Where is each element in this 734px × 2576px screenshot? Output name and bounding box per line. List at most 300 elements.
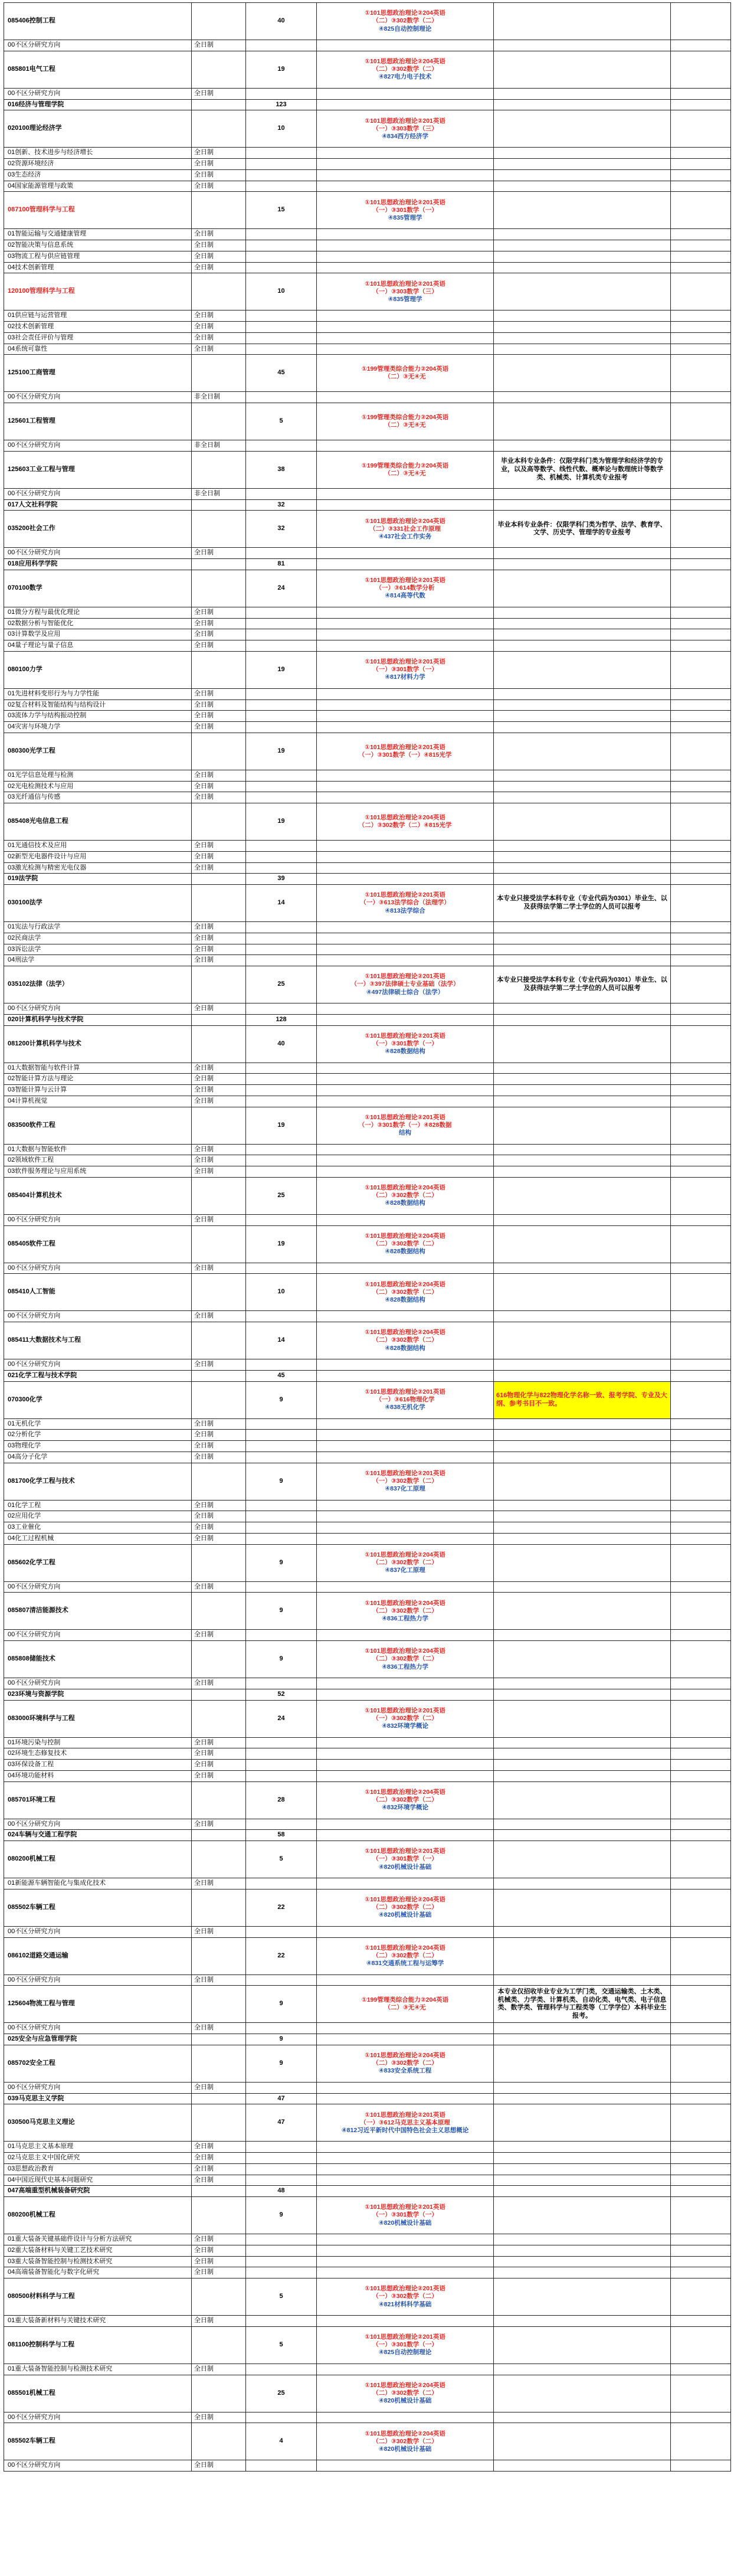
- exam-subjects-cell: [317, 1274, 494, 1311]
- name-cell: 00不区分研究方向: [4, 392, 192, 403]
- extra-cell: [671, 1737, 731, 1748]
- study-type-cell: 全日制: [192, 722, 246, 733]
- exam-subjects-cell: [317, 1511, 494, 1522]
- extra-cell: [671, 229, 731, 240]
- extra-cell: [671, 355, 731, 392]
- name-cell: 00不区分研究方向: [4, 2460, 192, 2472]
- study-type-cell: 全日制: [192, 322, 246, 333]
- name-cell: 125604物流工程与管理: [4, 1986, 192, 2023]
- study-type-cell: [192, 51, 246, 88]
- quota-cell: [246, 851, 317, 862]
- study-type-cell: [192, 99, 246, 110]
- exam-line: ①101思想政治理论②204英语: [365, 813, 445, 821]
- remarks-cell: [494, 1263, 671, 1274]
- extra-cell: [671, 2082, 731, 2093]
- exam-subjects-cell: [317, 148, 494, 159]
- direction-row: [4, 169, 731, 181]
- extra-cell: [671, 1003, 731, 1015]
- study-type-cell: 全日制: [192, 88, 246, 99]
- quota-cell: [246, 169, 317, 181]
- remarks-cell: [494, 40, 671, 51]
- name-cell: 02环境生态修复技术: [4, 1748, 192, 1760]
- study-type-cell: [192, 451, 246, 488]
- remarks-cell: [494, 711, 671, 722]
- exam-line: （二）③无④无: [384, 469, 426, 477]
- quota-cell: [246, 1311, 317, 1322]
- direction-row: [4, 2082, 731, 2093]
- extra-cell: [671, 2142, 731, 2153]
- quota-cell: 40: [246, 3, 317, 40]
- major-row: [4, 1544, 731, 1581]
- name-cell: 023环境与资源学院: [4, 1689, 192, 1700]
- study-type-cell: [192, 1014, 246, 1025]
- exam-subjects-cell: [317, 1025, 494, 1063]
- name-cell: 02领域软件工程: [4, 1155, 192, 1166]
- extra-cell: [671, 1263, 731, 1274]
- extra-cell: [671, 159, 731, 170]
- exam-subjects-cell: [317, 1177, 494, 1214]
- major-row: [4, 1177, 731, 1214]
- direction-row: [4, 640, 731, 652]
- quota-cell: [246, 322, 317, 333]
- name-cell: 085807清洁能源技术: [4, 1593, 192, 1630]
- quota-cell: 19: [246, 803, 317, 841]
- exam-subjects-cell: [317, 511, 494, 548]
- direction-row: [4, 699, 731, 711]
- study-type-cell: [192, 110, 246, 148]
- remarks-cell: [494, 770, 671, 781]
- name-cell: 00不区分研究方向: [4, 1003, 192, 1015]
- remarks-cell: [494, 440, 671, 452]
- quota-cell: [246, 332, 317, 344]
- study-type-cell: 全日制: [192, 1819, 246, 1830]
- extra-cell: [671, 1144, 731, 1155]
- extra-cell: [671, 1225, 731, 1263]
- exam-line: （二）③302数学（二）: [372, 1607, 438, 1614]
- direction-row: [4, 2234, 731, 2245]
- direction-row: [4, 1063, 731, 1074]
- exam-subjects-cell: [317, 2363, 494, 2375]
- direction-row: [4, 618, 731, 629]
- study-type-cell: [192, 1641, 246, 1678]
- exam-subjects-cell: [317, 99, 494, 110]
- exam-subjects-cell: [317, 559, 494, 570]
- study-type-cell: 全日制: [192, 2267, 246, 2278]
- extra-cell: [671, 262, 731, 273]
- exam-subjects-cell: [317, 51, 494, 88]
- quota-cell: 14: [246, 1322, 317, 1359]
- quota-cell: 25: [246, 2375, 317, 2412]
- quota-cell: 15: [246, 192, 317, 229]
- remarks-cell: [494, 2197, 671, 2234]
- remarks-cell: [494, 1441, 671, 1452]
- name-cell: 00不区分研究方向: [4, 548, 192, 559]
- exam-line: ①101思想政治理论②201英语: [365, 2111, 445, 2119]
- study-type-cell: 全日制: [192, 548, 246, 559]
- exam-subjects-cell: [317, 1937, 494, 1975]
- quota-cell: [246, 2316, 317, 2327]
- study-type-cell: 全日制: [192, 1500, 246, 1511]
- exam-line: （二）③302数学（二）: [372, 1336, 438, 1344]
- exam-line: （一）③303数学（三）: [372, 287, 438, 295]
- remarks-cell: [494, 392, 671, 403]
- remarks-cell: [494, 192, 671, 229]
- quota-cell: [246, 392, 317, 403]
- quota-cell: [246, 1511, 317, 1522]
- exam-subjects-cell: [317, 1678, 494, 1689]
- extra-cell: [671, 862, 731, 874]
- exam-line: （一）③397法律硕士专业基础（法学）: [350, 980, 460, 988]
- exam-subjects-cell: [317, 1689, 494, 1700]
- exam-subjects-cell: [317, 2034, 494, 2045]
- remarks-cell: [494, 1641, 671, 1678]
- quota-cell: [246, 1166, 317, 1178]
- extra-cell: [671, 148, 731, 159]
- remarks-cell: [494, 607, 671, 618]
- study-type-cell: 全日制: [192, 2153, 246, 2164]
- major-row: [4, 451, 731, 488]
- extra-cell: [671, 955, 731, 966]
- college-row: [4, 499, 731, 511]
- exam-line: ①101思想政治理论②201英语: [365, 577, 445, 584]
- direction-row: [4, 1311, 731, 1322]
- remarks-cell: [494, 1819, 671, 1830]
- exam-line: （一）③301数学（一）④815光学: [358, 751, 452, 759]
- direction-row: [4, 1737, 731, 1748]
- extra-cell: [671, 699, 731, 711]
- name-cell: 085602化学工程: [4, 1544, 192, 1581]
- exam-subjects-cell: [317, 110, 494, 148]
- exam-line: （一）③302数学（二）: [372, 1714, 438, 1722]
- major-row: [4, 1593, 731, 1630]
- study-type-cell: 全日制: [192, 1096, 246, 1107]
- exam-subjects-cell: [317, 403, 494, 440]
- direction-row: [4, 40, 731, 51]
- study-type-cell: [192, 1381, 246, 1418]
- direction-row: [4, 1926, 731, 1937]
- quota-cell: 25: [246, 1177, 317, 1214]
- exam-subjects-cell: [317, 451, 494, 488]
- study-type-cell: 全日制: [192, 251, 246, 262]
- name-cell: 086102道路交通运输: [4, 1937, 192, 1975]
- exam-subjects-cell: [317, 2082, 494, 2093]
- remarks-cell: [494, 803, 671, 841]
- quota-cell: [246, 2412, 317, 2423]
- remarks-cell: [494, 1581, 671, 1593]
- quota-cell: 22: [246, 1889, 317, 1926]
- quota-cell: [246, 1581, 317, 1593]
- quota-cell: 4: [246, 2423, 317, 2460]
- exam-subjects-cell: [317, 169, 494, 181]
- remarks-cell: [494, 874, 671, 885]
- study-type-cell: 非全日制: [192, 440, 246, 452]
- major-row: [4, 885, 731, 922]
- name-cell: 085405软件工程: [4, 1225, 192, 1263]
- name-cell: 02应用化学: [4, 1511, 192, 1522]
- study-type-cell: 全日制: [192, 955, 246, 966]
- direction-row: [4, 488, 731, 499]
- remarks-cell: [494, 332, 671, 344]
- exam-subjects-cell: [317, 1166, 494, 1178]
- exam-line: （二）③302数学（二）: [372, 1951, 438, 1959]
- extra-cell: [671, 1748, 731, 1760]
- name-cell: 04国家能源管理与政策: [4, 181, 192, 192]
- exam-line: （二）③302数学（二）: [372, 2437, 438, 2445]
- name-cell: 03激光检测与精密光电仪器: [4, 862, 192, 874]
- major-row: [4, 403, 731, 440]
- college-row: [4, 2034, 731, 2045]
- study-type-cell: [192, 1322, 246, 1359]
- name-cell: 02智能计算方法与理论: [4, 1074, 192, 1085]
- extra-cell: [671, 322, 731, 333]
- direction-row: [4, 2163, 731, 2175]
- direction-row: [4, 2175, 731, 2186]
- remarks-cell: [494, 1770, 671, 1781]
- quota-cell: [246, 440, 317, 452]
- exam-subjects-cell: [317, 88, 494, 99]
- exam-subjects-cell: [317, 2316, 494, 2327]
- remarks-cell: [494, 851, 671, 862]
- quota-cell: [246, 251, 317, 262]
- remarks-cell: [494, 559, 671, 570]
- exam-subjects-cell: [317, 1359, 494, 1371]
- exam-line: ④837化工原理: [385, 1567, 425, 1574]
- name-cell: 02分析化学: [4, 1430, 192, 1441]
- exam-line: ①101思想政治理论②201英语: [365, 2285, 445, 2293]
- exam-line: ①101思想政治理论②201英语: [365, 1032, 445, 1039]
- major-row: [4, 1225, 731, 1263]
- extra-cell: [671, 110, 731, 148]
- study-type-cell: 全日制: [192, 1155, 246, 1166]
- remarks-cell: [494, 229, 671, 240]
- exam-subjects-cell: [317, 841, 494, 852]
- remarks-cell: [494, 1452, 671, 1463]
- name-cell: 04量子理论与量子信息: [4, 640, 192, 652]
- extra-cell: [671, 1986, 731, 2023]
- study-type-cell: 全日制: [192, 781, 246, 792]
- name-cell: 039马克思主义学院: [4, 2093, 192, 2104]
- remarks-cell: [494, 1463, 671, 1500]
- major-row: [4, 2326, 731, 2363]
- name-cell: 025安全与应急管理学院: [4, 2034, 192, 2045]
- study-type-cell: 全日制: [192, 922, 246, 933]
- exam-subjects-cell: [317, 922, 494, 933]
- extra-cell: [671, 2363, 731, 2375]
- extra-cell: [671, 99, 731, 110]
- name-cell: 01大数据智能与软件计算: [4, 1063, 192, 1074]
- name-cell: 00不区分研究方向: [4, 1975, 192, 1986]
- name-cell: 00不区分研究方向: [4, 2023, 192, 2034]
- exam-line: 结构: [399, 1129, 411, 1137]
- exam-line: ①101思想政治理论②204英语: [365, 1280, 445, 1288]
- exam-subjects-cell: [317, 1700, 494, 1737]
- direction-row: [4, 1263, 731, 1274]
- extra-cell: [671, 933, 731, 944]
- remarks-cell: [494, 1085, 671, 1096]
- extra-cell: [671, 3, 731, 40]
- quota-cell: [246, 2234, 317, 2245]
- study-type-cell: 全日制: [192, 332, 246, 344]
- name-cell: 01化学工程: [4, 1500, 192, 1511]
- exam-subjects-cell: [317, 310, 494, 322]
- name-cell: 018应用科学学院: [4, 559, 192, 570]
- extra-cell: [671, 1370, 731, 1381]
- exam-subjects-cell: [317, 722, 494, 733]
- exam-line: ④437社会工作实务: [378, 532, 432, 540]
- name-cell: 04高分子化学: [4, 1452, 192, 1463]
- quota-cell: [246, 310, 317, 322]
- quota-cell: [246, 711, 317, 722]
- exam-line: ④820机械设计基础: [378, 2397, 432, 2405]
- study-type-cell: [192, 2104, 246, 2142]
- name-cell: 020100理论经济学: [4, 110, 192, 148]
- exam-subjects-cell: [317, 1975, 494, 1986]
- direction-row: [4, 1003, 731, 1015]
- extra-cell: [671, 1025, 731, 1063]
- direction-row: [4, 1748, 731, 1760]
- extra-cell: [671, 1678, 731, 1689]
- exam-line: （一）③301数学（一）: [372, 1855, 438, 1863]
- quota-cell: [246, 2460, 317, 2472]
- direction-row: [4, 240, 731, 251]
- major-row: [4, 51, 731, 88]
- direction-row: [4, 792, 731, 803]
- exam-subjects-cell: [317, 1770, 494, 1781]
- quota-cell: [246, 1085, 317, 1096]
- name-cell: 085408光电信息工程: [4, 803, 192, 841]
- name-cell: 00不区分研究方向: [4, 488, 192, 499]
- remarks-cell: [494, 488, 671, 499]
- exam-subjects-cell: [317, 1986, 494, 2023]
- major-row: [4, 1463, 731, 1500]
- remarks-cell: [494, 1630, 671, 1641]
- exam-subjects-cell: [317, 1533, 494, 1544]
- name-cell: 01宪法与行政法学: [4, 922, 192, 933]
- remarks-cell: [494, 1522, 671, 1534]
- exam-subjects-cell: [317, 966, 494, 1003]
- major-row: [4, 1274, 731, 1311]
- direction-row: [4, 629, 731, 640]
- extra-cell: [671, 966, 731, 1003]
- study-type-cell: 全日制: [192, 2142, 246, 2153]
- exam-subjects-cell: [317, 607, 494, 618]
- extra-cell: [671, 51, 731, 88]
- study-type-cell: 全日制: [192, 229, 246, 240]
- remarks-cell: [494, 2234, 671, 2245]
- exam-line: ④833安全系统工程: [378, 2067, 432, 2075]
- exam-line: ①101思想政治理论②201英语: [365, 198, 445, 206]
- exam-subjects-cell: [317, 781, 494, 792]
- remarks-cell: [494, 570, 671, 607]
- name-cell: 080300光学工程: [4, 733, 192, 770]
- name-cell: 00不区分研究方向: [4, 1581, 192, 1593]
- name-cell: 020计算机科学与技术学院: [4, 1014, 192, 1025]
- study-type-cell: [192, 2034, 246, 2045]
- exam-line: ①101思想政治理论②201英语: [365, 117, 445, 125]
- remarks-cell: [494, 1748, 671, 1760]
- name-cell: 080100力学: [4, 651, 192, 688]
- remarks-cell: [494, 618, 671, 629]
- direction-row: [4, 862, 731, 874]
- exam-line: ①101思想政治理论②204英语: [365, 1944, 445, 1951]
- extra-cell: [671, 1819, 731, 1830]
- study-type-cell: [192, 1225, 246, 1263]
- extra-cell: [671, 440, 731, 452]
- name-cell: 021化学工程与技术学院: [4, 1370, 192, 1381]
- exam-line: ④834西方经济学: [382, 132, 428, 140]
- quota-cell: [246, 1500, 317, 1511]
- name-cell: 02资源环境经济: [4, 159, 192, 170]
- study-type-cell: [192, 2423, 246, 2460]
- direction-row: [4, 159, 731, 170]
- name-cell: 047高端重型机械装备研究院: [4, 2186, 192, 2197]
- remarks-cell: [494, 2245, 671, 2256]
- direction-row: [4, 1430, 731, 1441]
- exam-subjects-cell: [317, 733, 494, 770]
- study-type-cell: 全日制: [192, 1878, 246, 1889]
- extra-cell: [671, 1463, 731, 1500]
- quota-cell: 38: [246, 451, 317, 488]
- quota-cell: [246, 770, 317, 781]
- extra-cell: [671, 1074, 731, 1085]
- name-cell: 085502车辆工程: [4, 2423, 192, 2460]
- name-cell: 03工业催化: [4, 1522, 192, 1534]
- exam-subjects-cell: [317, 440, 494, 452]
- name-cell: 03环保设备工程: [4, 1760, 192, 1771]
- extra-cell: [671, 1830, 731, 1841]
- quota-cell: [246, 240, 317, 251]
- study-type-cell: [192, 192, 246, 229]
- name-cell: 02重大装备材料与关键工艺技术研究: [4, 2245, 192, 2256]
- exam-line: ④831交通系统工程与运筹学: [366, 1960, 444, 1967]
- exam-line: （一）③613法学综合（法理学）: [360, 899, 450, 907]
- quota-cell: 39: [246, 874, 317, 885]
- quota-cell: [246, 1263, 317, 1274]
- quota-cell: 5: [246, 403, 317, 440]
- study-type-cell: 全日制: [192, 148, 246, 159]
- exam-line: ①101思想政治理论②204英语: [365, 1329, 445, 1336]
- exam-line: （二）③331社会工作原理: [369, 525, 441, 532]
- study-type-cell: [192, 1937, 246, 1975]
- study-type-cell: 全日制: [192, 2175, 246, 2186]
- exam-subjects-cell: [317, 640, 494, 652]
- name-cell: 03重大装备智能控制与检测技术研究: [4, 2256, 192, 2267]
- extra-cell: [671, 1593, 731, 1630]
- exam-line: ④828数据结构: [385, 1199, 425, 1207]
- direction-row: [4, 1441, 731, 1452]
- quota-cell: [246, 488, 317, 499]
- exam-subjects-cell: [317, 1500, 494, 1511]
- exam-subjects-cell: [317, 1144, 494, 1155]
- name-cell: 085808储能技术: [4, 1641, 192, 1678]
- exam-subjects-cell: [317, 2423, 494, 2460]
- remarks-cell: [494, 2034, 671, 2045]
- exam-subjects-cell: [317, 688, 494, 699]
- extra-cell: [671, 392, 731, 403]
- name-cell: 085406控制工程: [4, 3, 192, 40]
- extra-cell: [671, 922, 731, 933]
- remarks-cell: [494, 1500, 671, 1511]
- exam-line: ④828数据结构: [385, 1296, 425, 1303]
- name-cell: 083500软件工程: [4, 1107, 192, 1144]
- extra-cell: [671, 1430, 731, 1441]
- direction-row: [4, 1581, 731, 1593]
- name-cell: 03思想政治教育: [4, 2163, 192, 2175]
- study-type-cell: [192, 2375, 246, 2412]
- exam-line: ④835管理学: [388, 214, 422, 221]
- remarks-cell: [494, 2045, 671, 2082]
- quota-cell: 9: [246, 1986, 317, 2023]
